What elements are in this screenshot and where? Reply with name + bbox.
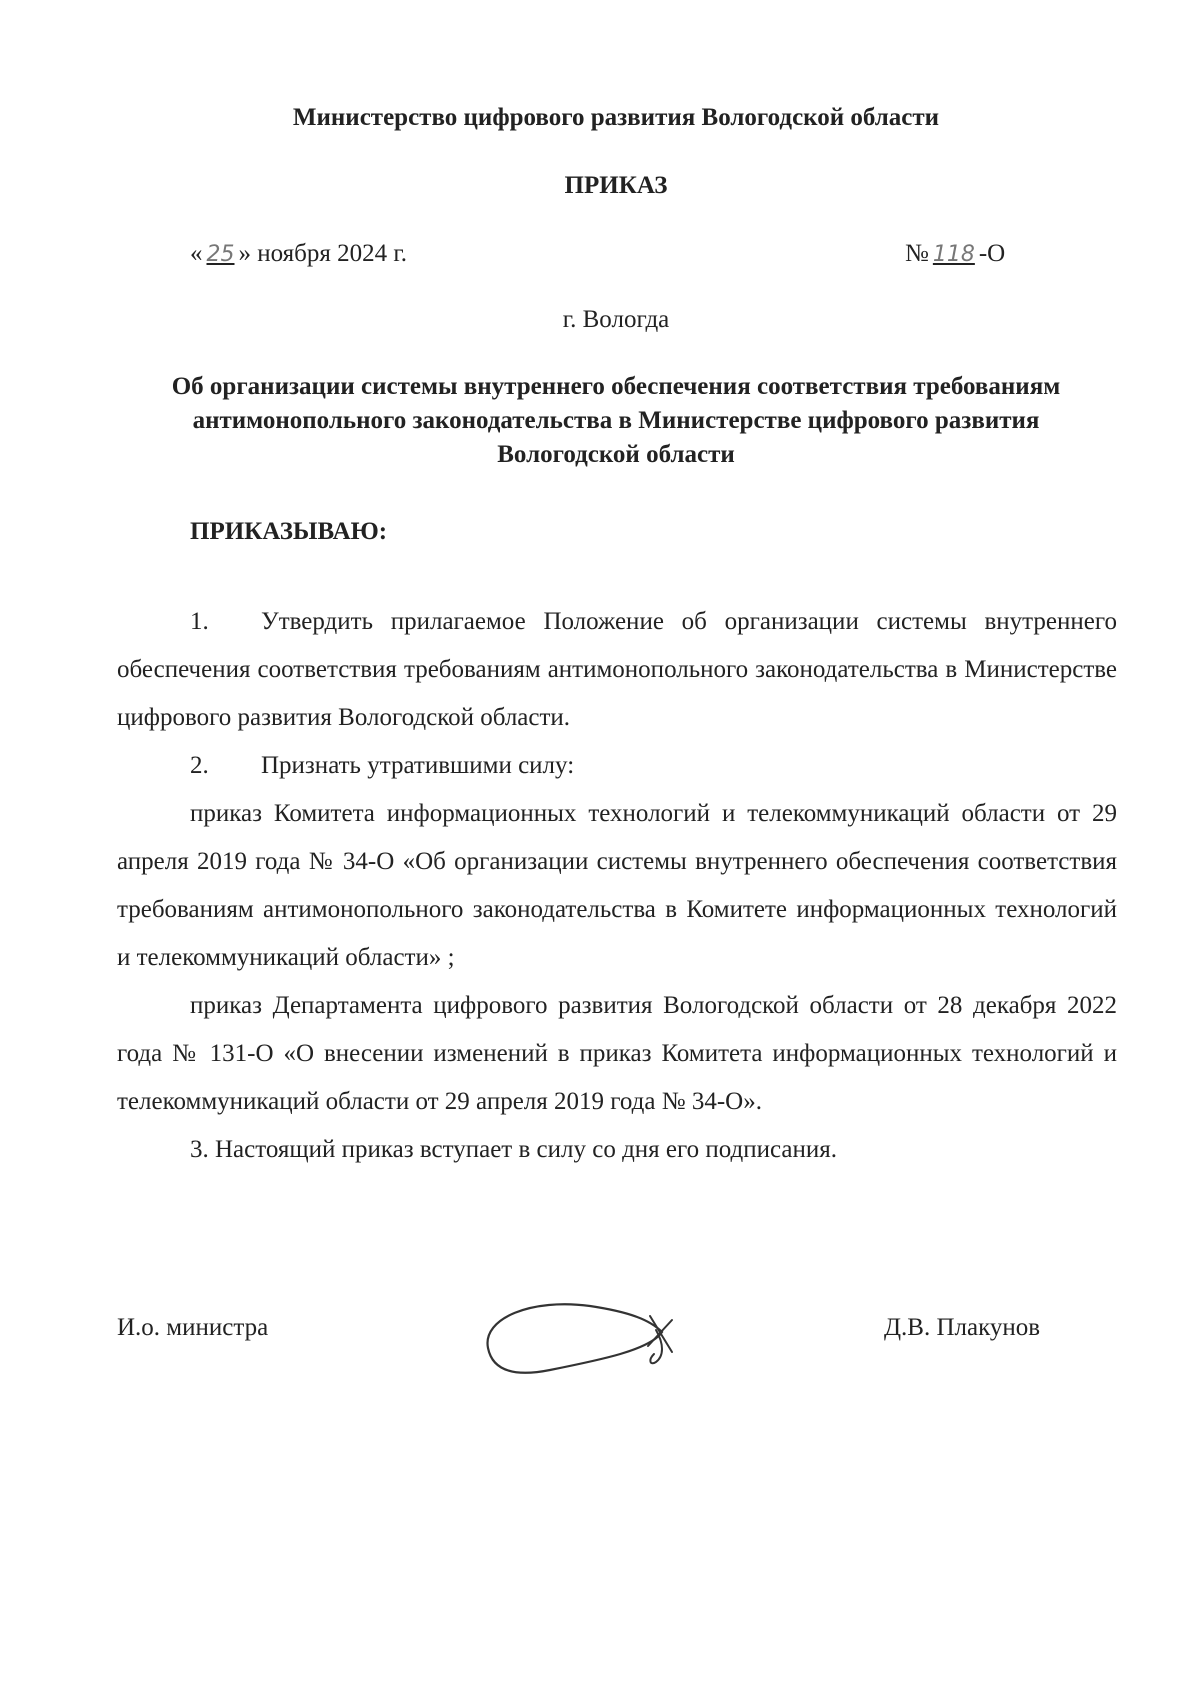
city: г. Вологда [562, 306, 670, 333]
number-handwritten: 118 [932, 242, 975, 267]
handwritten-signature [480, 1290, 680, 1390]
order-word: ПРИКАЗЫВАЮ: [190, 518, 388, 545]
ministry-name: Министерство цифрового развития Вологодской области [292, 104, 940, 131]
paragraph-2b: приказ Департамента цифрового развития Вологодской области от 28 декабря 2022 года № 131-О «О внесении изменений в приказ Комитета информационных технологий и телекоммуникаций области от 29 апреля 2019 года № 34-О». [117, 992, 1117, 1115]
paragraph-1-number: 1. [190, 608, 209, 635]
paragraph-1 [117, 598, 1117, 742]
number-suffix: -О [978, 240, 1006, 267]
paragraph-1-text: Утвердить прилагаемое Положение об организации системы внутреннего обеспечения соответствия требованиям антимонопольного законодательства в Министерстве цифрового развития Вологодской области. [117, 608, 1117, 731]
date-month-year: » ноября 2024 г. [238, 240, 408, 267]
order-number [905, 240, 1005, 268]
paragraph-2-text: Признать утратившими силу: [261, 752, 575, 779]
date-day-handwritten: 25 [206, 242, 235, 267]
document-title: Об организации системы внутреннего обеспечения соответствия требованиям антимонопольного законодательства в Министерстве цифрового развития Вологодской области [171, 373, 1061, 468]
signer-position: И.о. министра [117, 1314, 269, 1341]
date-open-quote: « [190, 240, 203, 267]
paragraph-2a: приказ Комитета информационных технологий и телекоммуникаций области от 29 апреля 2019 года № 34-О «Об организации системы внутреннего обеспечения соответствия требованиям антимонопольного законодательства в Комитете информационных технологий и телекоммуникаций области» ; [117, 800, 1117, 971]
paragraph-3: 3. Настоящий приказ вступает в силу со дня его подписания. [190, 1136, 838, 1163]
signer-name: Д.В. Плакунов [884, 1314, 1041, 1341]
paragraph-2-number: 2. [190, 752, 209, 779]
document-body [117, 598, 1117, 1174]
document-type: ПРИКАЗ [564, 172, 668, 199]
order-date [190, 240, 407, 268]
number-prefix: № [905, 240, 929, 267]
paragraph-2 [117, 742, 1117, 790]
